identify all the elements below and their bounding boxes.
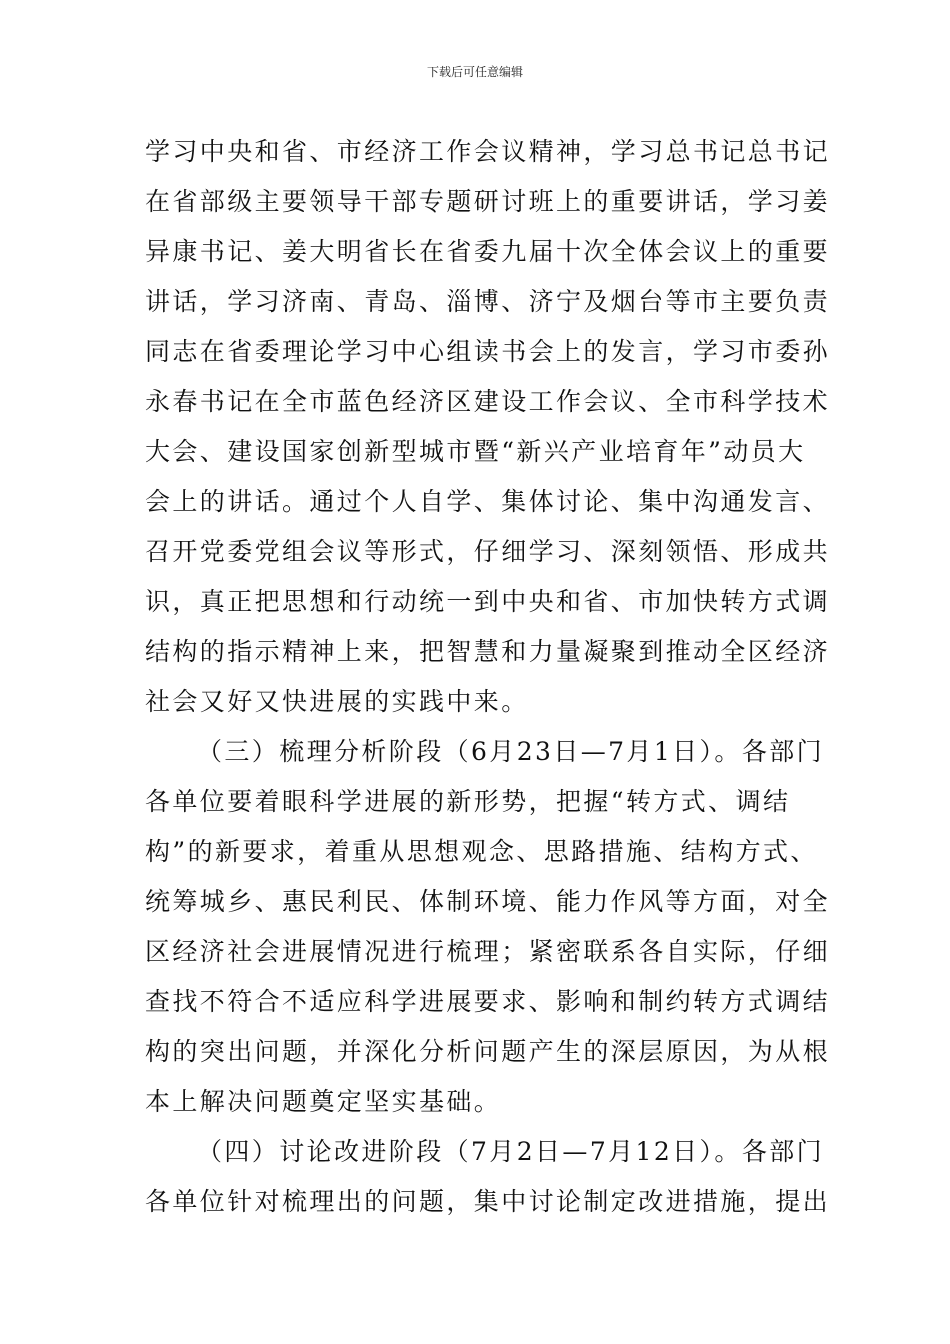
text-line: 构”的新要求，着重从思想观念、思路措施、结构方式、 <box>145 837 818 866</box>
text-line: 讲话，学习济南、青岛、淄博、济宁及烟台等市主要负责 <box>145 287 831 316</box>
text-line: 统筹城乡、惠民利民、体制环境、能力作风等方面，对全 <box>145 887 831 916</box>
text-line: 构的突出问题，并深化分析问题产生的深层原因，为从根 <box>145 1037 831 1066</box>
text-line: 各单位要着眼科学进展的新形势，把握“转方式、调结 <box>145 787 791 816</box>
text-line: 永春书记在全市蓝色经济区建设工作会议、全市科学技术 <box>145 387 831 416</box>
text-line: 召开党委党组会议等形式，仔细学习、深刻领悟、形成共 <box>145 537 831 566</box>
text-line: 识，真正把思想和行动统一到中央和省、市加快转方式调 <box>145 587 831 616</box>
paragraph-study-content <box>145 127 831 727</box>
paragraph-stage-three <box>145 727 831 1127</box>
text-line: （四）讨论改进阶段（7月2日—7月12日）。各部门 <box>197 1137 825 1166</box>
paragraph-stage-four <box>145 1127 831 1227</box>
text-line: 社会又好又快进展的实践中来。 <box>145 687 529 716</box>
text-line: 会上的讲话。通过个人自学、集体讨论、集中沟通发言、 <box>145 487 831 516</box>
text-line: 结构的指示精神上来，把智慧和力量凝聚到推动全区经济 <box>145 637 831 666</box>
text-line: 各单位针对梳理出的问题，集中讨论制定改进措施，提出 <box>145 1187 831 1216</box>
text-line: 本上解决问题奠定坚实基础。 <box>145 1087 502 1116</box>
text-line: 区经济社会进展情况进行梳理；紧密联系各自实际，仔细 <box>145 937 831 966</box>
page-header: 下载后可任意编辑 <box>426 65 523 79</box>
text-line: 大会、建设国家创新型城市暨“新兴产业培育年”动员大 <box>145 437 806 466</box>
text-line: 学习中央和省、市经济工作会议精神，学习总书记总书记 <box>145 137 831 166</box>
text-line: 查找不符合不适应科学进展要求、影响和制约转方式调结 <box>145 987 831 1016</box>
document-body <box>145 127 831 1227</box>
text-line: 同志在省委理论学习中心组读书会上的发言，学习市委孙 <box>145 337 831 366</box>
text-line: （三）梳理分析阶段（6月23日—7月1日）。各部门 <box>197 737 825 766</box>
text-line: 在省部级主要领导干部专题研讨班上的重要讲话，学习姜 <box>145 187 831 216</box>
text-line: 异康书记、姜大明省长在省委九届十次全体会议上的重要 <box>145 237 831 266</box>
